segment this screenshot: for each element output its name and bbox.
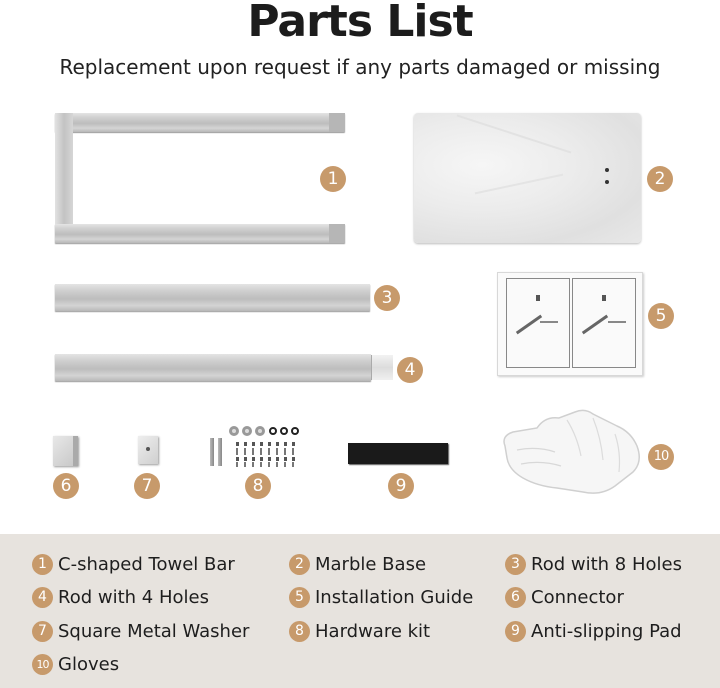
rod-with-4-holes-image xyxy=(55,354,393,381)
c-shaped-towel-bar-image xyxy=(55,113,345,243)
legend-number-badge: 4 xyxy=(32,587,53,608)
part-number-badge: 3 xyxy=(374,285,400,311)
legend-label: Square Metal Washer xyxy=(58,620,250,642)
legend-label: Rod with 4 Holes xyxy=(58,586,209,608)
legend-item xyxy=(289,584,473,610)
legend-label: C-shaped Towel Bar xyxy=(58,553,235,575)
legend-number-badge: 9 xyxy=(505,621,526,642)
legend-item xyxy=(32,551,235,577)
legend-number-badge: 7 xyxy=(32,621,53,642)
legend-label: Gloves xyxy=(58,653,120,675)
hardware-kit-image xyxy=(208,424,303,468)
page-subtitle: Replacement upon request if any parts damaged or missing xyxy=(59,55,661,79)
part-number-badge: 4 xyxy=(397,357,423,383)
legend-label: Installation Guide xyxy=(315,586,474,608)
part-number-badge: 2 xyxy=(647,166,673,192)
legend-number-badge: 10 xyxy=(32,654,53,675)
parts-legend xyxy=(0,534,720,688)
legend-item xyxy=(289,618,430,644)
legend-label: Connector xyxy=(531,586,624,608)
part-number-badge: 10 xyxy=(648,444,674,470)
part-number-badge: 7 xyxy=(134,473,160,499)
legend-number-badge: 2 xyxy=(289,554,310,575)
legend-item xyxy=(289,551,426,577)
legend-item xyxy=(32,651,119,677)
legend-item xyxy=(32,618,249,644)
part-number-badge: 5 xyxy=(648,303,674,329)
part-number-badge: 9 xyxy=(388,473,414,499)
legend-item xyxy=(505,551,682,577)
legend-number-badge: 6 xyxy=(505,587,526,608)
screw-hole xyxy=(605,180,609,184)
legend-item xyxy=(505,584,624,610)
legend-label: Rod with 8 Holes xyxy=(531,553,682,575)
legend-label: Marble Base xyxy=(315,553,427,575)
square-metal-washer-image xyxy=(138,436,158,464)
legend-number-badge: 3 xyxy=(505,554,526,575)
legend-number-badge: 1 xyxy=(32,554,53,575)
gloves-icon xyxy=(497,406,645,498)
part-number-badge: 1 xyxy=(320,166,346,192)
screw-hole xyxy=(605,168,609,172)
legend-number-badge: 5 xyxy=(289,587,310,608)
part-number-badge: 6 xyxy=(53,473,79,499)
legend-label: Hardware kit xyxy=(315,620,431,642)
legend-number-badge: 8 xyxy=(289,621,310,642)
connector-image xyxy=(53,436,78,466)
part-number-badge: 8 xyxy=(245,473,271,499)
legend-label: Anti-slipping Pad xyxy=(531,620,682,642)
rod-with-8-holes-image xyxy=(55,284,370,311)
anti-slipping-pad-image xyxy=(348,443,448,464)
page-title: Parts List xyxy=(247,0,473,47)
marble-base-image xyxy=(414,113,641,243)
installation-guide-image xyxy=(497,272,643,376)
legend-item xyxy=(32,584,209,610)
legend-item xyxy=(505,618,682,644)
gloves-image xyxy=(497,406,645,498)
